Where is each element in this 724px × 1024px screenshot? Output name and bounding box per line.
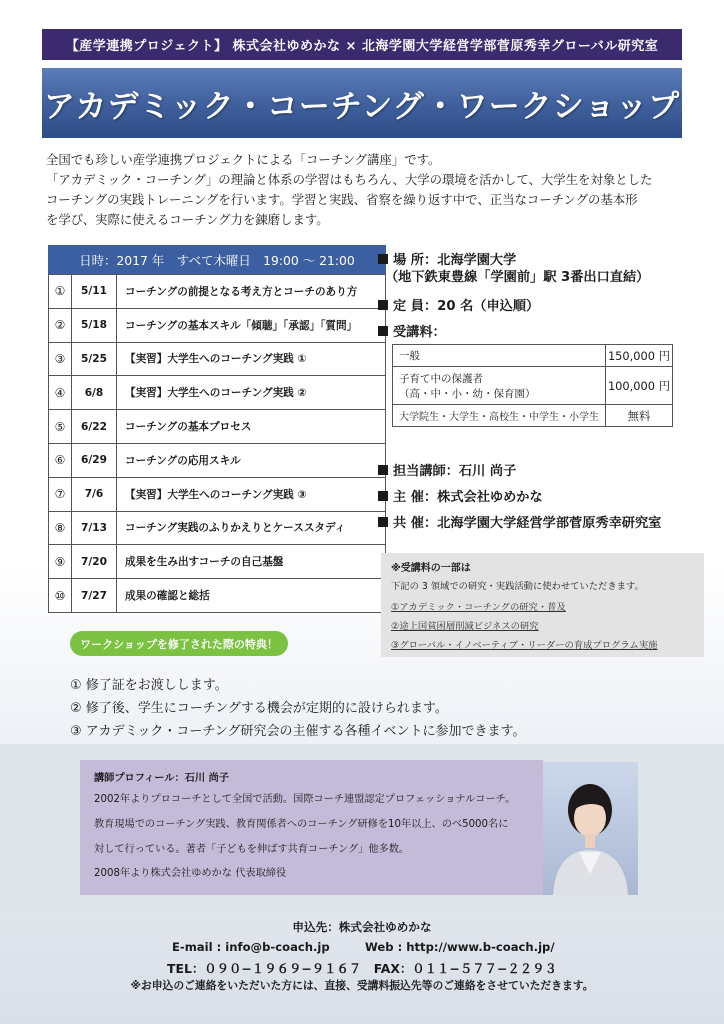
session-number: ⑤ [49,410,72,444]
session-topic: コーチングの前提となる考え方とコーチのあり方 [117,275,386,309]
schedule-table [48,274,386,613]
schedule-row [49,342,386,376]
fee-row [393,345,673,367]
organizer-line [378,486,543,505]
schedule-row [49,545,386,579]
venue-text: 場 所：北海学園大学 [393,253,517,268]
fee-category-main: 子育て中の保護者 [399,372,483,385]
instructor-line [378,460,516,479]
profile-line: 2008年より株式会社ゆめかな 代表取締役 [94,868,287,879]
session-date: 5/25 [72,342,117,376]
schedule-row [49,376,386,410]
session-topic: 成果の確認と総括 [117,579,386,613]
benefit-item: ② 修了後、学生にコーチングする機会が定期的に設けられます。 [70,701,448,716]
note-title: ※受講料の一部は [391,563,471,574]
session-number: ⑦ [49,477,72,511]
session-topic: 【実習】大学生へのコーチング実践 ③ [117,477,386,511]
profile-line: 2002年よりプロコーチとして全国で活動。国際コーチ連盟認定プロフェッショナルコーチ。 [94,794,516,805]
contact-phone-fax: TEL：０９０−１９６９−９１６７ FAX：０１１−５７７−２２９３ [167,961,557,976]
session-topic: コーチングの応用スキル [117,443,386,477]
co-organizer-line [378,512,661,531]
session-topic: コーチングの基本スキル「傾聴」「承認」「質問」 [117,308,386,342]
session-date: 6/29 [72,443,117,477]
co-organizer-text: 共 催：北海学園大学経営学部菅原秀幸研究室 [393,516,662,531]
session-number: ③ [49,342,72,376]
session-date: 7/6 [72,477,117,511]
fee-category: 大学院生・大学生・高校生・中学生・小学生 [393,405,606,427]
session-date: 7/13 [72,511,117,545]
fee-heading [378,321,446,340]
capacity-text: 定 員：20 名（申込順） [393,299,540,314]
schedule-row [49,511,386,545]
schedule-row [49,443,386,477]
session-topic: 【実習】大学生へのコーチング実践 ② [117,376,386,410]
square-bullet-icon [378,465,388,475]
session-number: ② [49,308,72,342]
instructor-profile [80,760,543,895]
benefits-badge: ワークショップを修了された際の特典！ [70,631,288,656]
session-number: ⑥ [49,443,72,477]
page-title: アカデミック・コーチング・ワークショップ [42,68,682,138]
contact-web: Web : http://www.b-coach.jp/ [365,940,555,954]
session-topic: 【実習】大学生へのコーチング実践 ① [117,342,386,376]
intro-line: 全国でも珍しい産学連携プロジェクトによる「コーチング講座」です。 [46,152,441,167]
benefit-item: ① 修了証をお渡しします。 [70,678,228,693]
fee-table [392,344,673,427]
fee-price: 150,000 円 [606,345,673,367]
square-bullet-icon [378,491,388,501]
intro-text [46,150,686,230]
fee-price: 100,000 円 [606,367,673,405]
fee-price: 無料 [606,405,673,427]
session-number: ⑨ [49,545,72,579]
schedule-row [49,308,386,342]
session-date: 6/22 [72,410,117,444]
session-number: ⑩ [49,579,72,613]
square-bullet-icon [378,326,388,336]
session-date: 5/11 [72,275,117,309]
intro-line: 「アカデミック・コーチング」の理論と体系の学習はもちろん、大学の環境を活かして、大学生を対象とした [46,172,653,187]
session-topic: コーチング実践のふりかえりとケーススタディ [117,511,386,545]
fee-label: 受講料： [393,325,446,340]
profile-line: 教育現場でのコーチング実践、教育関係者へのコーチング研修を10年以上、のべ5000名に [94,819,509,830]
note-item: ①アカデミック・コーチングの研究・普及 [391,602,566,613]
fee-category [393,367,606,405]
venue-access: （地下鉄東豊線「学園前」駅 3番出口直結） [385,270,650,285]
session-number: ④ [49,376,72,410]
fee-note-box [381,553,704,657]
instructor-photo [543,762,638,895]
apply-to: 申込先：株式会社ゆめかな [292,920,432,934]
square-bullet-icon [378,300,388,310]
schedule-header: 日時：2017 年 すべて木曜日 19:00 ～ 21:00 [48,245,386,274]
profile-heading: 講師プロフィール：石川 尚子 [94,773,229,784]
note-desc: 下記の 3 領域での研究・実践活動に使わせていただきます。 [391,581,644,592]
schedule-row [49,579,386,613]
session-topic: コーチングの基本プロセス [117,410,386,444]
square-bullet-icon [378,254,388,264]
project-banner: 【産学連携プロジェクト】 株式会社ゆめかな × 北海学園大学経営学部菅原秀幸グローバル研究室 [42,29,682,60]
session-date: 7/20 [72,545,117,579]
session-topic: 成果を生み出すコーチの自己基盤 [117,545,386,579]
fee-category-sub: （高・中・小・幼・保育園） [399,387,536,400]
note-item: ③グローバル・イノベーティブ・リーダーの育成プログラム実施 [391,640,658,651]
fee-category: 一般 [393,345,606,367]
schedule-table-block [48,245,386,613]
session-number: ① [49,275,72,309]
session-date: 7/27 [72,579,117,613]
instructor-text: 担当講師：石川 尚子 [393,464,517,479]
intro-line: コーチングの実践トレーニングを行います。学習と実践、省察を繰り返す中で、正当なコーチングの基本形 [46,192,638,207]
contact-note: ※お申込のご連絡をいただいた方には、直接、受講料振込先等のご連絡をさせていただきます。 [130,979,594,992]
capacity-line [378,295,539,314]
portrait-icon [543,762,638,895]
contact-email: E-mail : info@b-coach.jp [172,940,330,954]
organizer-text: 主 催：株式会社ゆめかな [393,490,543,505]
square-bullet-icon [378,517,388,527]
session-date: 5/18 [72,308,117,342]
session-number: ⑧ [49,511,72,545]
fee-row [393,405,673,427]
note-item: ②途上国貧困層削減ビジネスの研究 [391,621,539,632]
schedule-row [49,477,386,511]
session-date: 6/8 [72,376,117,410]
intro-line: を学び、実際に使えるコーチング力を錬磨します。 [46,212,329,227]
schedule-row [49,275,386,309]
benefit-item: ③ アカデミック・コーチング研究会の主催する各種イベントに参加できます。 [70,724,526,739]
schedule-row [49,410,386,444]
profile-line: 対して行っている。著者「子どもを伸ばす共育コーチング」他多数。 [94,844,410,855]
fee-row [393,367,673,405]
